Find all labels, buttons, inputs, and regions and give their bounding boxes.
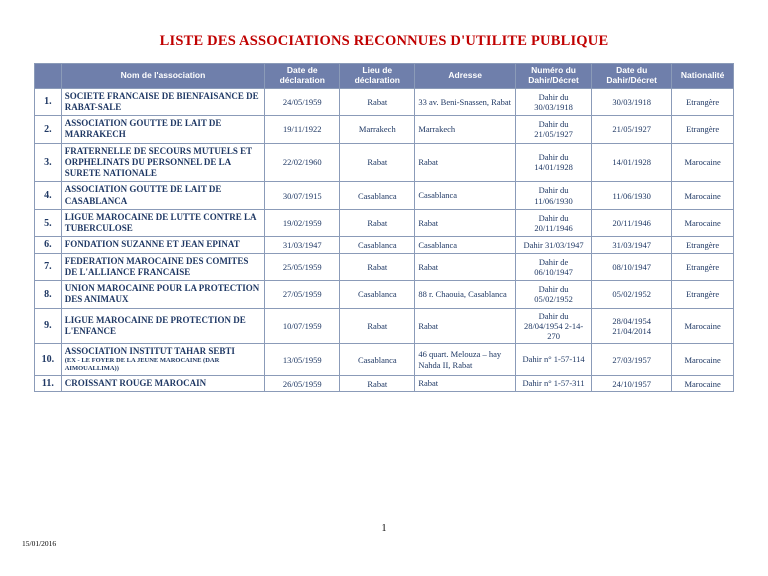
lieu-declaration: Casablanca [340, 237, 415, 253]
row-number: 2. [35, 116, 62, 144]
adresse: Rabat [415, 209, 516, 237]
association-name-main: LIGUE MAROCAINE DE LUTTE CONTRE LA TUBERCULOSE [64, 211, 256, 234]
date-declaration: 19/02/1959 [265, 209, 340, 237]
date-declaration: 30/07/1915 [265, 182, 340, 210]
date-declaration: 24/05/1959 [265, 88, 340, 116]
column-header-lieu-declaration: Lieu de déclaration [340, 64, 415, 89]
lieu-declaration: Rabat [340, 88, 415, 116]
adresse: Rabat [415, 253, 516, 281]
lieu-declaration: Rabat [340, 375, 415, 391]
adresse: 46 quart. Melouza – hay Nahda II, Rabat [415, 344, 516, 376]
table-row [35, 281, 734, 309]
table-row [35, 182, 734, 210]
association-name [61, 209, 265, 237]
row-number: 5. [35, 209, 62, 237]
association-name [61, 88, 265, 116]
table-row [35, 344, 734, 376]
nationalite: Marocaine [672, 375, 734, 391]
association-name [61, 116, 265, 144]
association-name [61, 253, 265, 281]
column-header-nationalite: Nationalité [672, 64, 734, 89]
date-declaration: 10/07/1959 [265, 308, 340, 344]
adresse: 33 av. Beni-Snassen, Rabat [415, 88, 516, 116]
numero-dahir: Dahir du 21/05/1927 [516, 116, 592, 144]
column-header-numero-dahir: Numéro du Dahir/Décret [516, 64, 592, 89]
nationalite: Marocaine [672, 344, 734, 376]
nationalite: Etrangère [672, 281, 734, 309]
page-title: LISTE DES ASSOCIATIONS RECONNUES D'UTILITE PUBLIQUE [159, 33, 609, 49]
column-header-adresse: Adresse [415, 64, 516, 89]
table-row [35, 143, 734, 182]
table-header-row [35, 64, 734, 89]
adresse: Rabat [415, 308, 516, 344]
association-name-main: UNION MAROCAINE POUR LA PROTECTION DES ANIMAUX [64, 283, 260, 305]
association-name-main: CROISSANT ROUGE MAROCAIN [64, 377, 207, 388]
association-name [61, 182, 265, 210]
numero-dahir: Dahir 31/03/1947 [516, 237, 592, 253]
table-row [35, 308, 734, 344]
date-dahir: 20/11/1946 [592, 209, 672, 237]
table-row [35, 237, 734, 253]
row-number: 9. [35, 308, 62, 344]
row-number: 11. [35, 375, 62, 391]
numero-dahir: Dahir n° 1-57-114 [516, 344, 592, 376]
footer-date: 15/01/2016 [22, 539, 57, 548]
nationalite: Etrangère [672, 88, 734, 116]
table-row [35, 116, 734, 144]
column-header-number [35, 64, 62, 89]
numero-dahir: Dahir du 30/03/1918 [516, 88, 592, 116]
numero-dahir: Dahir du 05/02/1952 [516, 281, 592, 309]
row-number: 8. [35, 281, 62, 309]
column-header-name: Nom de l'association [61, 64, 265, 89]
nationalite: Etrangère [672, 253, 734, 281]
nationalite: Marocaine [672, 209, 734, 237]
table-row [35, 253, 734, 281]
lieu-declaration: Casablanca [340, 344, 415, 376]
adresse: Casablanca [415, 237, 516, 253]
date-dahir: 27/03/1957 [592, 344, 672, 376]
nationalite: Etrangère [672, 116, 734, 144]
association-name-main: FRATERNELLE DE SECOURS MUTUELS ET ORPHELINATS DU PERSONNEL DE LA SURETE NATIONALE [64, 145, 252, 179]
document-page [0, 33, 768, 576]
association-name [61, 375, 265, 391]
date-declaration: 22/02/1960 [265, 143, 340, 182]
date-dahir: 08/10/1947 [592, 253, 672, 281]
association-name-main: FEDERATION MAROCAINE DES COMITES DE L'ALLIANCE FRANCAISE [64, 255, 249, 277]
adresse: Marrakech [415, 116, 516, 144]
date-declaration: 31/03/1947 [265, 237, 340, 253]
association-name [61, 281, 265, 309]
lieu-declaration: Rabat [340, 253, 415, 281]
table-row [35, 375, 734, 391]
numero-dahir: Dahir de 06/10/1947 [516, 253, 592, 281]
association-name-main: SOCIETE FRANCAISE DE BIENFAISANCE DE RABAT-SALE [64, 90, 259, 112]
association-name [61, 344, 265, 376]
lieu-declaration: Casablanca [340, 281, 415, 309]
date-dahir: 30/03/1918 [592, 88, 672, 116]
date-dahir: 24/10/1957 [592, 375, 672, 391]
lieu-declaration: Casablanca [340, 182, 415, 210]
association-name-sub: (EX - LE FOYER DE LA JEUNE MAROCAINE (DAR AIMOUALLIMA)) [64, 357, 220, 373]
lieu-declaration: Rabat [340, 143, 415, 182]
table-row [35, 209, 734, 237]
date-dahir: 31/03/1947 [592, 237, 672, 253]
lieu-declaration: Rabat [340, 209, 415, 237]
numero-dahir: Dahir du 20/11/1946 [516, 209, 592, 237]
association-name-main: ASSOCIATION GOUTTE DE LAIT DE CASABLANCA [64, 184, 222, 206]
date-dahir: 21/05/1927 [592, 116, 672, 144]
row-number: 3. [35, 143, 62, 182]
adresse: 88 r. Chaouia, Casablanca [415, 281, 516, 309]
column-header-date-declaration: Date de déclaration [265, 64, 340, 89]
association-name-main: ASSOCIATION INSTITUT TAHAR SEBTI [64, 346, 235, 357]
adresse: Casablanca [415, 182, 516, 210]
nationalite: Etrangère [672, 237, 734, 253]
association-name-main: LIGUE MAROCAINE DE PROTECTION DE L'ENFANCE [64, 314, 246, 336]
association-name [61, 308, 265, 344]
nationalite: Marocaine [672, 182, 734, 210]
association-name [61, 237, 265, 253]
row-number: 4. [35, 182, 62, 210]
lieu-declaration: Marrakech [340, 116, 415, 144]
association-name-main: FONDATION SUZANNE ET JEAN EPINAT [64, 239, 240, 250]
date-declaration: 26/05/1959 [265, 375, 340, 391]
numero-dahir: Dahir du 28/04/1954 2-14-270 [516, 308, 592, 344]
numero-dahir: Dahir n° 1-57-311 [516, 375, 592, 391]
page-number: 1 [381, 523, 387, 534]
date-declaration: 19/11/1922 [265, 116, 340, 144]
date-dahir: 05/02/1952 [592, 281, 672, 309]
date-dahir: 11/06/1930 [592, 182, 672, 210]
date-dahir: 28/04/1954 21/04/2014 [592, 308, 672, 344]
date-declaration: 13/05/1959 [265, 344, 340, 376]
numero-dahir: Dahir du 11/06/1930 [516, 182, 592, 210]
association-name-main: ASSOCIATION GOUTTE DE LAIT DE MARRAKECH [64, 118, 222, 140]
adresse: Rabat [415, 375, 516, 391]
date-dahir: 14/01/1928 [592, 143, 672, 182]
row-number: 7. [35, 253, 62, 281]
table-body [35, 88, 734, 392]
row-number: 10. [35, 344, 62, 376]
nationalite: Marocaine [672, 308, 734, 344]
row-number: 6. [35, 237, 62, 253]
associations-table [34, 63, 734, 392]
column-header-date-dahir: Date du Dahir/Décret [592, 64, 672, 89]
lieu-declaration: Rabat [340, 308, 415, 344]
nationalite: Marocaine [672, 143, 734, 182]
adresse: Rabat [415, 143, 516, 182]
date-declaration: 27/05/1959 [265, 281, 340, 309]
association-name [61, 143, 265, 182]
table-row [35, 88, 734, 116]
date-declaration: 25/05/1959 [265, 253, 340, 281]
numero-dahir: Dahir du 14/01/1928 [516, 143, 592, 182]
row-number: 1. [35, 88, 62, 116]
